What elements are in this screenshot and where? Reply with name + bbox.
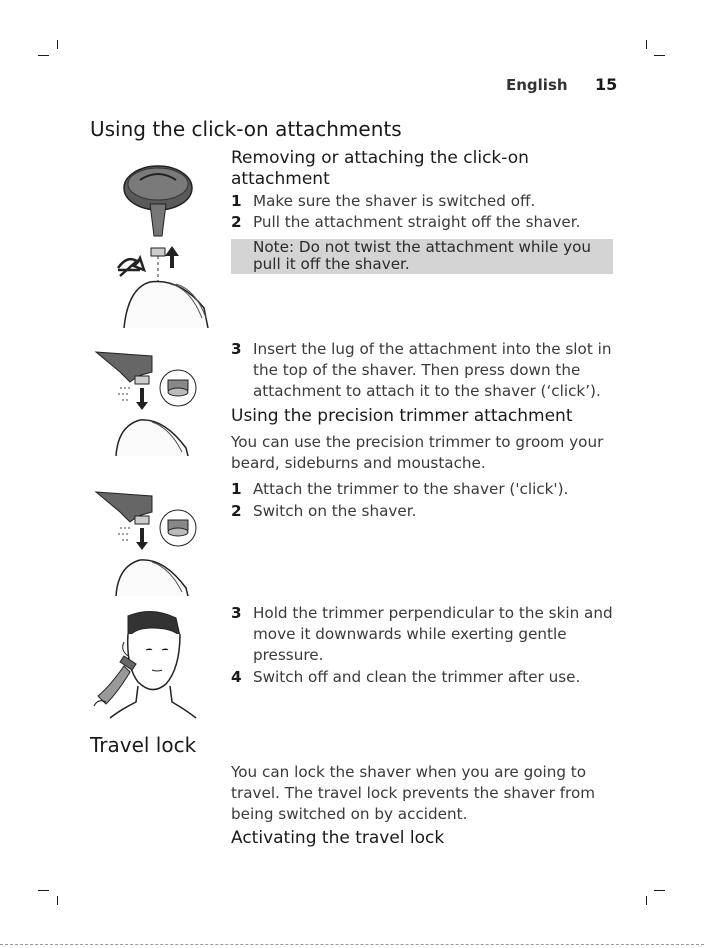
- crop-mark: [654, 890, 665, 891]
- step-number: 3: [231, 340, 242, 358]
- step-number: 4: [231, 668, 242, 686]
- remove-attachment-illustration: [110, 158, 220, 330]
- page-bottom-rule: [0, 944, 704, 945]
- step-item: [231, 212, 613, 233]
- step-number: 1: [231, 480, 242, 498]
- step-number: 1: [231, 192, 242, 210]
- step-item: [231, 501, 613, 522]
- step-item: [231, 667, 613, 688]
- subtitle-removing-attaching: Removing or attaching the click-on attachment: [231, 148, 529, 189]
- header-language: English: [506, 76, 568, 94]
- page-number: 15: [595, 75, 618, 94]
- step-text: Insert the lug of the attachment into the slot in the top of the shaver. Then press down the attachment to attach it to the shaver (‘click’).: [253, 340, 612, 400]
- step-text: Make sure the shaver is switched off.: [253, 192, 536, 210]
- section-title-click-on: Using the click-on attachments: [90, 117, 402, 141]
- step-text: Pull the attachment straight off the shaver.: [253, 213, 581, 231]
- step-item: [231, 191, 613, 212]
- step-text: Switch on the shaver.: [253, 502, 417, 520]
- attach-trimmer-illustration: [90, 488, 210, 598]
- travel-lock-intro: You can lock the shaver when you are going to travel. The travel lock prevents the shaver from being switched on by accident.: [231, 763, 596, 823]
- insert-attachment-illustration: [90, 348, 210, 458]
- step-number: 2: [231, 213, 242, 231]
- crop-mark: [57, 40, 58, 49]
- step-text: Switch off and clean the trimmer after use.: [253, 668, 581, 686]
- crop-mark: [654, 55, 665, 56]
- crop-mark: [38, 890, 49, 891]
- crop-mark: [646, 40, 647, 49]
- note-text: Note: Do not twist the attachment while you pull it off the shaver.: [253, 238, 592, 273]
- note-box: [231, 239, 613, 274]
- precision-intro: You can use the precision trimmer to groom your beard, sideburns and moustache.: [231, 433, 604, 472]
- subtitle-precision-trimmer: Using the precision trimmer attachment: [231, 406, 573, 426]
- step-text: Attach the trimmer to the shaver ('click').: [253, 480, 569, 498]
- step-number: 3: [231, 604, 242, 622]
- crop-mark: [57, 896, 58, 905]
- step-item: [231, 339, 613, 402]
- step-item: [231, 603, 613, 666]
- step-item: [231, 479, 613, 500]
- crop-mark: [38, 55, 49, 56]
- step-number: 2: [231, 502, 242, 520]
- section-title-travel-lock: Travel lock: [90, 733, 197, 757]
- crop-mark: [646, 896, 647, 905]
- subtitle-activating-travel-lock: Activating the travel lock: [231, 828, 445, 848]
- step-text: Hold the trimmer perpendicular to the skin and move it downwards while exerting gentle pressure.: [253, 604, 613, 664]
- man-trimming-illustration: [90, 606, 200, 720]
